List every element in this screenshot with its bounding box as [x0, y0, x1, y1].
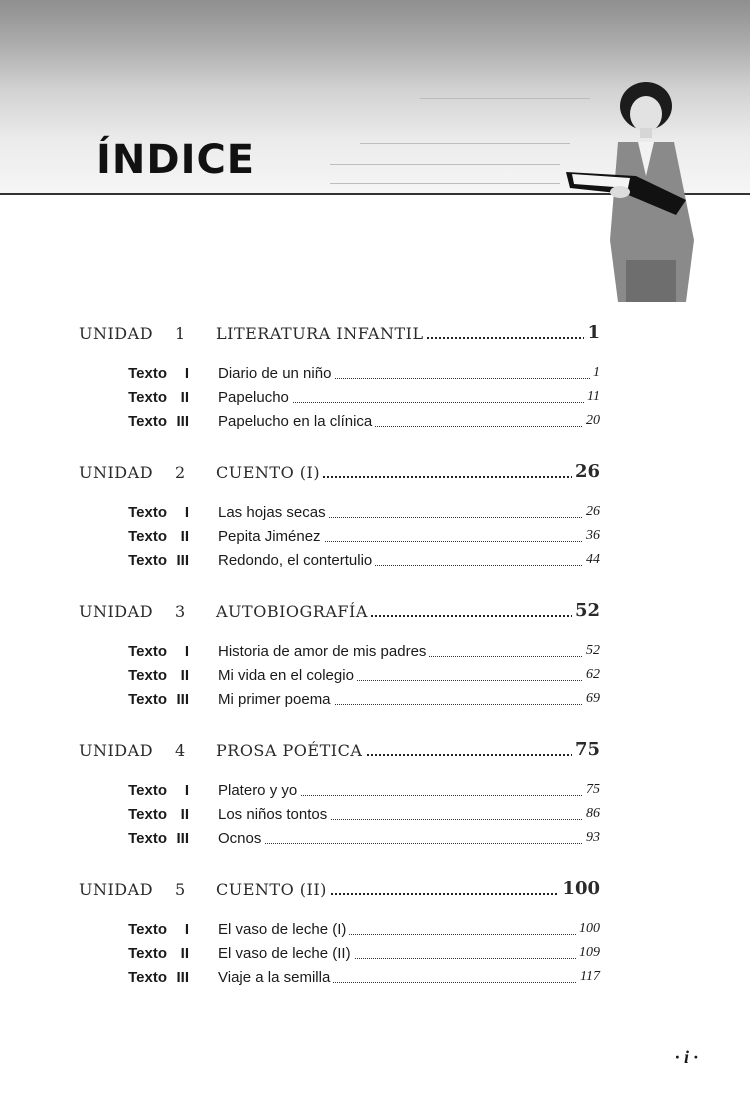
- unit-title: PROSA POÉTICA: [216, 741, 365, 760]
- unit-title: CUENTO (II): [216, 880, 330, 899]
- text-label: Texto: [128, 552, 167, 569]
- toc-entry[interactable]: [0, 364, 750, 384]
- text-title: Mi vida en el colegio: [218, 667, 357, 684]
- page-title: ÍNDICE: [96, 137, 256, 183]
- ghost-text-line: [330, 183, 560, 184]
- text-page: 36: [583, 528, 600, 544]
- unit-heading[interactable]: [0, 461, 750, 485]
- text-label: Texto: [128, 691, 167, 708]
- text-numeral: II: [180, 945, 189, 962]
- ghost-text-line: [360, 143, 570, 144]
- toc-entry[interactable]: [0, 829, 750, 849]
- toc-entry[interactable]: [0, 968, 750, 988]
- toc-entry[interactable]: [0, 690, 750, 710]
- text-title: Viaje a la semilla: [218, 969, 333, 986]
- toc-entry[interactable]: [0, 805, 750, 825]
- unit-number: 4: [175, 741, 186, 760]
- unit-label: UNIDAD: [79, 741, 154, 760]
- text-title: Mi primer poema: [218, 691, 334, 708]
- text-numeral: I: [184, 921, 189, 938]
- text-title: Los niños tontos: [218, 806, 330, 823]
- text-page: 62: [583, 667, 600, 683]
- text-label: Texto: [128, 921, 167, 938]
- text-numeral: III: [176, 830, 189, 847]
- ghost-text-line: [330, 164, 560, 165]
- text-numeral: II: [180, 528, 189, 545]
- toc-entry[interactable]: [0, 781, 750, 801]
- text-numeral: II: [180, 667, 189, 684]
- toc-entry[interactable]: [0, 666, 750, 686]
- text-title: Redondo, el contertulio: [218, 552, 375, 569]
- text-page: 109: [576, 945, 600, 961]
- text-numeral: I: [184, 643, 189, 660]
- unit-label: UNIDAD: [79, 463, 154, 482]
- text-page: 69: [583, 691, 600, 707]
- text-label: Texto: [128, 806, 167, 823]
- text-label: Texto: [128, 643, 167, 660]
- text-label: Texto: [128, 528, 167, 545]
- text-label: Texto: [128, 667, 167, 684]
- woman-reading-photo: [566, 80, 706, 302]
- text-label: Texto: [128, 782, 167, 799]
- unit-label: UNIDAD: [79, 324, 154, 343]
- text-numeral: I: [184, 782, 189, 799]
- text-title: Platero y yo: [218, 782, 300, 799]
- dot-leader: [218, 843, 600, 844]
- text-label: Texto: [128, 365, 167, 382]
- text-page: 75: [583, 782, 600, 798]
- text-numeral: II: [180, 389, 189, 406]
- unit-number: 5: [175, 880, 186, 899]
- ghost-text-line: [420, 98, 590, 99]
- text-numeral: III: [176, 691, 189, 708]
- unit-number: 3: [175, 602, 186, 621]
- unit-page: 1: [584, 322, 600, 343]
- text-title: El vaso de leche (II): [218, 945, 354, 962]
- text-title: Papelucho en la clínica: [218, 413, 375, 430]
- unit-number: 1: [175, 324, 186, 343]
- toc-entry[interactable]: [0, 412, 750, 432]
- text-title: Diario de un niño: [218, 365, 334, 382]
- unit-title: LITERATURA INFANTIL: [216, 324, 427, 343]
- unit-label: UNIDAD: [79, 602, 154, 621]
- unit-page: 100: [559, 878, 600, 899]
- page-number: · i ·: [675, 1047, 699, 1067]
- toc-entry[interactable]: [0, 920, 750, 940]
- text-page: 26: [583, 504, 600, 520]
- toc-entry[interactable]: [0, 551, 750, 571]
- unit-page: 26: [572, 461, 600, 482]
- text-title: El vaso de leche (I): [218, 921, 349, 938]
- text-page: 117: [577, 969, 600, 985]
- unit-heading[interactable]: [0, 322, 750, 346]
- text-label: Texto: [128, 969, 167, 986]
- text-numeral: II: [180, 806, 189, 823]
- unit-heading[interactable]: [0, 600, 750, 624]
- text-numeral: I: [184, 504, 189, 521]
- text-numeral: III: [176, 413, 189, 430]
- unit-page: 52: [572, 600, 600, 621]
- toc-entry[interactable]: [0, 503, 750, 523]
- text-label: Texto: [128, 389, 167, 406]
- toc-entry[interactable]: [0, 944, 750, 964]
- text-label: Texto: [128, 945, 167, 962]
- text-label: Texto: [128, 830, 167, 847]
- text-numeral: III: [176, 969, 189, 986]
- text-title: Las hojas secas: [218, 504, 329, 521]
- text-title: Ocnos: [218, 830, 264, 847]
- unit-title: AUTOBIOGRAFÍA: [216, 602, 371, 621]
- text-page: 100: [576, 921, 600, 937]
- unit-heading[interactable]: [0, 739, 750, 763]
- text-title: Pepita Jiménez: [218, 528, 324, 545]
- text-page: 52: [583, 643, 600, 659]
- toc-entry[interactable]: [0, 642, 750, 662]
- text-page: 86: [583, 806, 600, 822]
- text-page: 93: [583, 830, 600, 846]
- unit-label: UNIDAD: [79, 880, 154, 899]
- toc-entry[interactable]: [0, 527, 750, 547]
- text-page: 44: [583, 552, 600, 568]
- unit-title: CUENTO (I): [216, 463, 323, 482]
- text-label: Texto: [128, 504, 167, 521]
- unit-heading[interactable]: [0, 878, 750, 902]
- text-page: 11: [584, 389, 600, 405]
- text-page: 1: [590, 365, 600, 381]
- unit-number: 2: [175, 463, 186, 482]
- toc-entry[interactable]: [0, 388, 750, 408]
- text-title: Papelucho: [218, 389, 292, 406]
- text-numeral: III: [176, 552, 189, 569]
- text-numeral: I: [184, 365, 189, 382]
- unit-page: 75: [572, 739, 600, 760]
- text-page: 20: [583, 413, 600, 429]
- text-label: Texto: [128, 413, 167, 430]
- text-title: Historia de amor de mis padres: [218, 643, 429, 660]
